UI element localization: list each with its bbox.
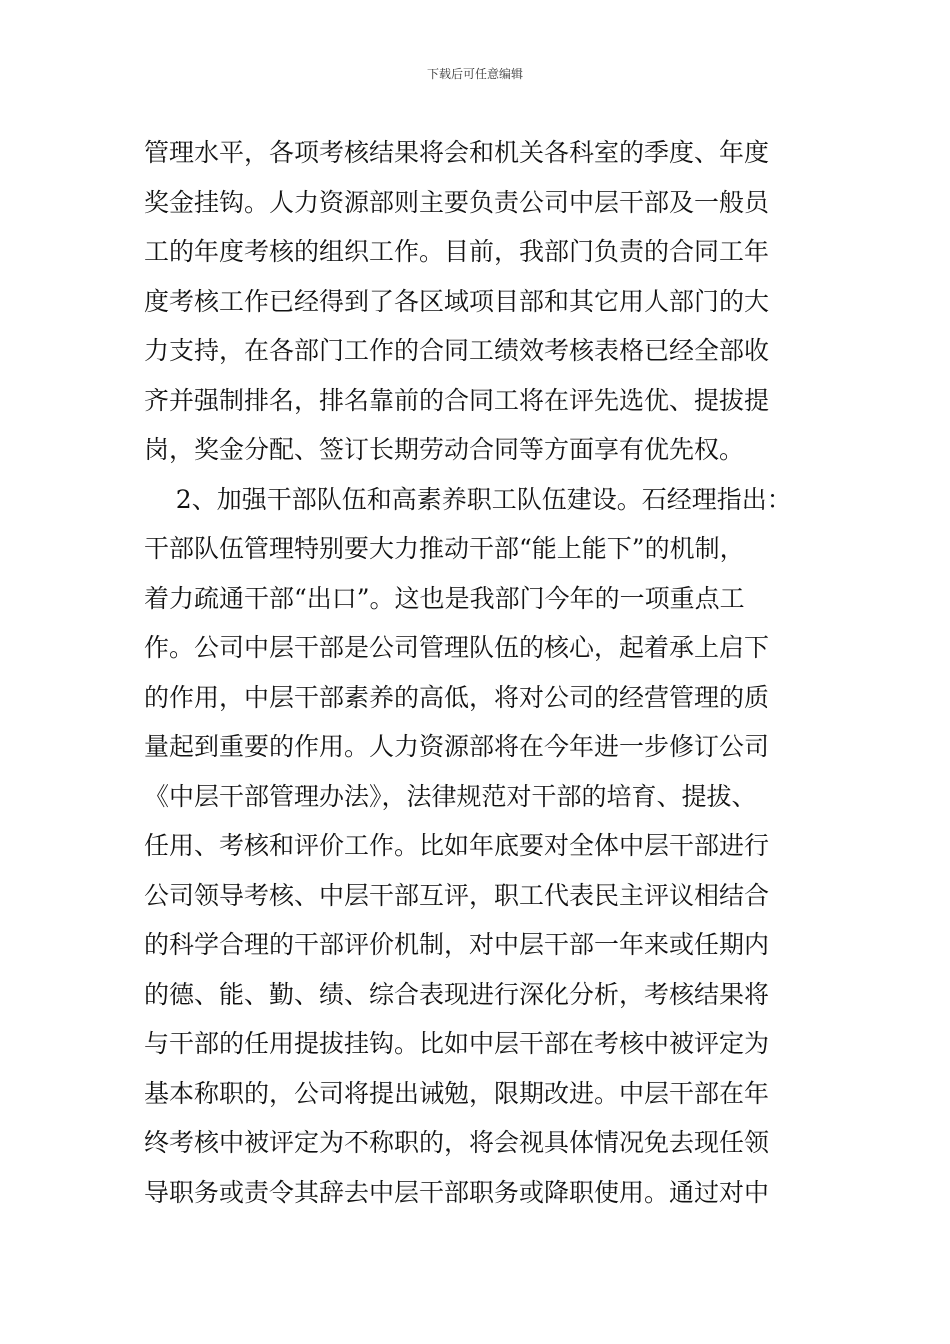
text-line: 度考核工作已经得到了各区域项目部和其它用人部门的大: [144, 286, 770, 316]
text-line: 任用、考核和评价工作。比如年底要对全体中层干部进行: [144, 831, 770, 860]
text-line: 的德、能、勤、绩、综合表现进行深化分析，考核结果将: [144, 979, 770, 1009]
text-line: 与干部的任用提拔挂钩。比如中层干部在考核中被评定为: [144, 1029, 770, 1058]
text-line: 干部队伍管理特别要大力推动干部“能上能下”的机制，: [144, 534, 745, 563]
body-text: [144, 128, 824, 1217]
text-line: 量起到重要的作用。人力资源部将在今年进一步修订公司: [144, 732, 770, 761]
text-line: 基本称职的，公司将提出诫勉，限期改进。中层干部在年: [144, 1078, 770, 1108]
text-line: 齐并强制排名，排名靠前的合同工将在评先选优、提拔提: [144, 385, 770, 415]
text-line: 终考核中被评定为不称职的，将会视具体情况免去现任领: [144, 1128, 770, 1157]
text-line: 《中层干部管理办法》，法律规范对干部的培育、提拔、: [144, 781, 757, 811]
text-line: 工的年度考核的组织工作。目前，我部门负责的合同工年: [144, 237, 770, 266]
text-line: 的作用，中层干部素养的高低，将对公司的经营管理的质: [144, 682, 770, 712]
text-line: 公司领导考核、中层干部互评，职工代表民主评议相结合: [144, 880, 770, 910]
text-line: 2、加强干部队伍和高素养职工队伍建设。石经理指出：: [144, 484, 792, 514]
text-line: 作。公司中层干部是公司管理队伍的核心，起着承上启下: [144, 633, 770, 662]
text-line: 岗，奖金分配、签订长期劳动合同等方面享有优先权。: [144, 435, 745, 464]
text-line: 的科学合理的干部评价机制，对中层干部一年来或任期内: [144, 930, 770, 959]
text-line: 管理水平，各项考核结果将会和机关各科室的季度、年度: [144, 138, 770, 167]
page-header: 下载后可任意编辑: [426, 67, 523, 81]
text-line: 奖金挂钩。人力资源部则主要负责公司中层干部及一般员: [144, 187, 770, 217]
text-line: 力支持，在各部门工作的合同工绩效考核表格已经全部收: [144, 336, 770, 365]
text-line: 导职务或责令其辞去中层干部职务或降职使用。通过对中: [144, 1177, 770, 1207]
text-line: 着力疏通干部“出口”。这也是我部门今年的一项重点工: [144, 583, 745, 613]
